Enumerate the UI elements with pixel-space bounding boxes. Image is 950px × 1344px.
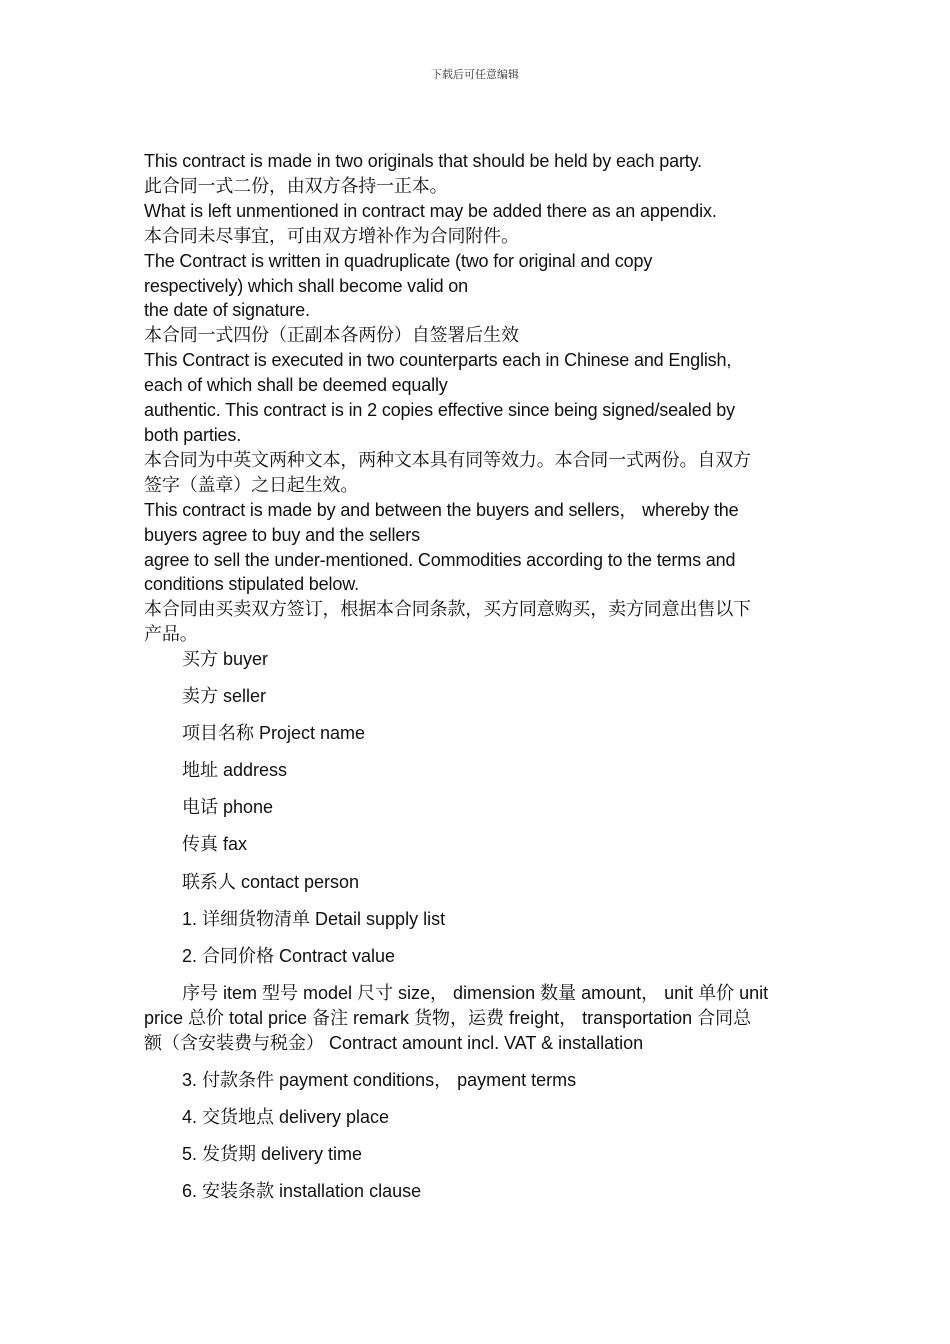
section-contract-value: 2. 合同价格 Contract value xyxy=(182,945,396,966)
section-installation-clause: 6. 安装条款 installation clause xyxy=(182,1181,422,1202)
table-desc-line: price 总价 total price 备注 remark 货物，运费 freight， transportation 合同总 xyxy=(144,1007,752,1028)
field-fax: 传真 fax xyxy=(182,834,248,855)
field-contact-person: 联系人 contact person xyxy=(182,871,360,892)
price-table-description xyxy=(144,981,814,1056)
field-seller: 卖方 seller xyxy=(182,686,267,707)
body-line: This Contract is executed in two counterparts each in Chinese and English, xyxy=(144,350,732,371)
section-delivery-place: 4. 交货地点 delivery place xyxy=(182,1106,390,1127)
table-desc-line: 额（含安装费与税金） Contract amount incl. VAT & installation xyxy=(144,1032,644,1053)
field-buyer: 买方 buyer xyxy=(182,649,269,669)
page-header: 下载后可任意编辑 xyxy=(431,68,519,81)
body-line: buyers agree to buy and the sellers xyxy=(144,524,420,545)
section-payment-conditions: 3. 付款条件 payment conditions， payment terms xyxy=(182,1069,577,1090)
body-line: 签字（盖章）之日起生效。 xyxy=(144,474,359,495)
body-line: respectively) which shall become valid on xyxy=(144,275,469,296)
body-line: conditions stipulated below. xyxy=(144,574,359,595)
body-line: 本合同由买卖双方签订，根据本合同条款，买方同意购买，卖方同意出售以下 xyxy=(144,599,751,620)
body-line: both parties. xyxy=(144,424,242,445)
contract-body xyxy=(144,149,814,647)
body-line: authentic. This contract is in 2 copies effective since being signed/sealed by xyxy=(144,400,735,421)
body-line: 本合同未尽事宜，可由双方增补作为合同附件。 xyxy=(144,225,519,246)
body-line: 本合同为中英文两种文本，两种文本具有同等效力。本合同一式两份。自双方 xyxy=(144,449,751,470)
body-line: the date of signature. xyxy=(144,300,310,321)
body-line: 此合同一式二份，由双方各持一正本。 xyxy=(144,175,448,196)
contract-items-list xyxy=(144,647,814,1216)
body-line: This contract is made in two originals that should be held by each party. xyxy=(144,151,703,171)
body-line: What is left unmentioned in contract may be added there as an appendix. xyxy=(144,200,717,221)
body-line: agree to sell the under-mentioned. Commodities according to the terms and xyxy=(144,549,736,570)
field-phone: 电话 phone xyxy=(182,797,274,818)
section-delivery-time: 5. 发货期 delivery time xyxy=(182,1143,363,1164)
table-desc-line: 序号 item 型号 model 尺寸 size， dimension 数量 amount， unit 单价 unit xyxy=(182,982,769,1003)
field-address: 地址 address xyxy=(182,760,288,781)
body-line: The Contract is written in quadruplicate (two for original and copy xyxy=(144,250,653,271)
body-line: This contract is made by and between the buyers and sellers， whereby the xyxy=(144,499,739,520)
body-line: 产品。 xyxy=(144,624,198,645)
body-line: 本合同一式四份（正副本各两份）自签署后生效 xyxy=(144,325,519,346)
field-project-name: 项目名称 Project name xyxy=(182,723,366,744)
section-detail-supply-list: 1. 详细货物清单 Detail supply list xyxy=(182,908,446,929)
body-line: each of which shall be deemed equally xyxy=(144,375,448,396)
